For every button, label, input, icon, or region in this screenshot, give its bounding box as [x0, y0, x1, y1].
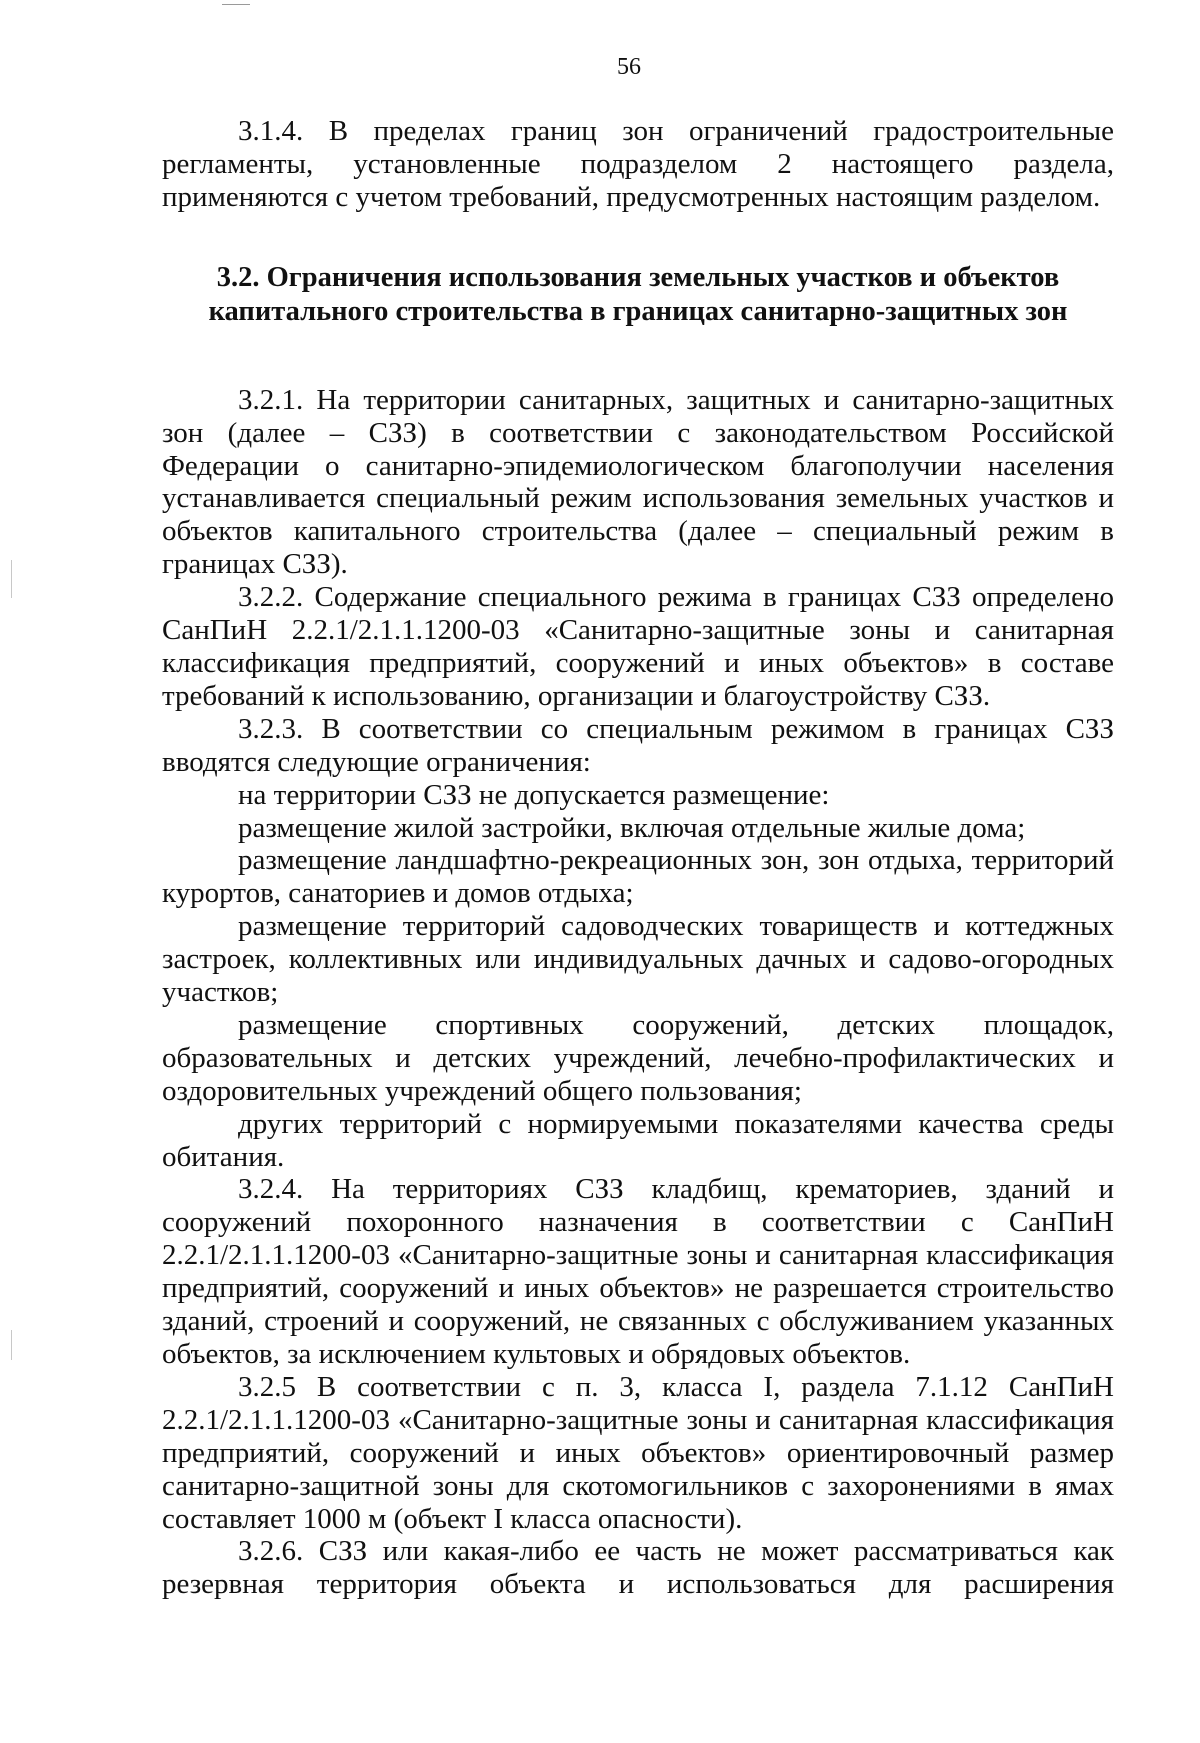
section-heading-line: 3.2. Ограничения использования земельных участков и объектов: [216, 261, 1060, 293]
scan-mark: [222, 4, 250, 5]
paragraph-3-2-6: 3.2.6. СЗЗ или какая-либо ее часть не может рассматриваться как резервная территория объекта и использоваться для расширения: [162, 1535, 1114, 1601]
paragraph-3-2-2: 3.2.2. Содержание специального режима в границах СЗЗ определено СанПиН 2.2.1/2.1.1.1200-03 «Санитарно-защитные зоны и санитарная классификация предприятий, сооружений и иных объектов» в составе требований к использованию, организации и благоустройству СЗЗ.: [162, 581, 1114, 712]
list-item: размещение территорий садоводческих товариществ и коттеджных застроек, коллективных или индивидуальных дачных и садово-огородных участков;: [162, 910, 1114, 1009]
paragraph-3-2-3: 3.2.3. В соответствии со специальным режимом в границах СЗЗ вводятся следующие ограничения:: [162, 712, 1114, 778]
list-item: других территорий с нормируемыми показателями качества среды обитания.: [162, 1107, 1114, 1173]
list-intro: на территории СЗЗ не допускается размещение:: [238, 778, 830, 811]
paragraph-3-2-1: 3.2.1. На территории санитарных, защитных и санитарно-защитных зон (далее – СЗЗ) в соответствии с законодательством Российской Федерации о санитарно-эпидемиологическом благополучии населения устанавливается специальный режим использования земельных участков и объектов капитального строительства (далее – специальный режим в границах СЗЗ).: [162, 383, 1114, 581]
section-heading-3-2: [162, 261, 1114, 329]
section-heading-line: капитального строительства в границах санитарно-защитных зон: [208, 295, 1068, 327]
paragraph-3-2-5: 3.2.5 В соответствии с п. 3, класса I, раздела 7.1.12 СанПиН 2.2.1/2.1.1.1200-03 «Санитарно-защитные зоны и санитарная классификация предприятий, сооружений и иных объектов» ориентировочный размер санитарно-защитной зоны для скотомогильников с захоронениями в ямах составляет 1000 м (объект I класса опасности).: [162, 1370, 1114, 1535]
scan-edge-mark: [11, 560, 12, 598]
page-number: 56: [617, 54, 641, 80]
scan-edge-mark: [11, 1330, 12, 1360]
list-item: размещение ландшафтно-рекреационных зон, зон отдыха, территорий курортов, санаториев и домов отдыха;: [162, 844, 1114, 910]
document-body: [162, 115, 1114, 1601]
paragraph-3-2-4: 3.2.4. На территориях СЗЗ кладбищ, крематориев, зданий и сооружений похоронного назначения в соответствии с СанПиН 2.2.1/2.1.1.1200-03 «Санитарно-защитные зоны и санитарная классификация предприятий, сооружений и иных объектов» не разрешается строительство зданий, строений и сооружений, не связанных с обслуживанием указанных объектов, за исключением культовых и обрядовых объектов.: [162, 1173, 1114, 1370]
paragraph-3-1-4: 3.1.4. В пределах границ зон ограничений градостроительные регламенты, установленные подразделом 2 настоящего раздела, применяются с учетом требований, предусмотренных настоящим разделом.: [162, 115, 1114, 213]
list-item: размещение спортивных сооружений, детских площадок, образовательных и детских учреждений, лечебно-профилактических и оздоровительных учреждений общего пользования;: [162, 1008, 1114, 1107]
list-item: размещение жилой застройки, включая отдельные жилые дома;: [238, 811, 1026, 844]
